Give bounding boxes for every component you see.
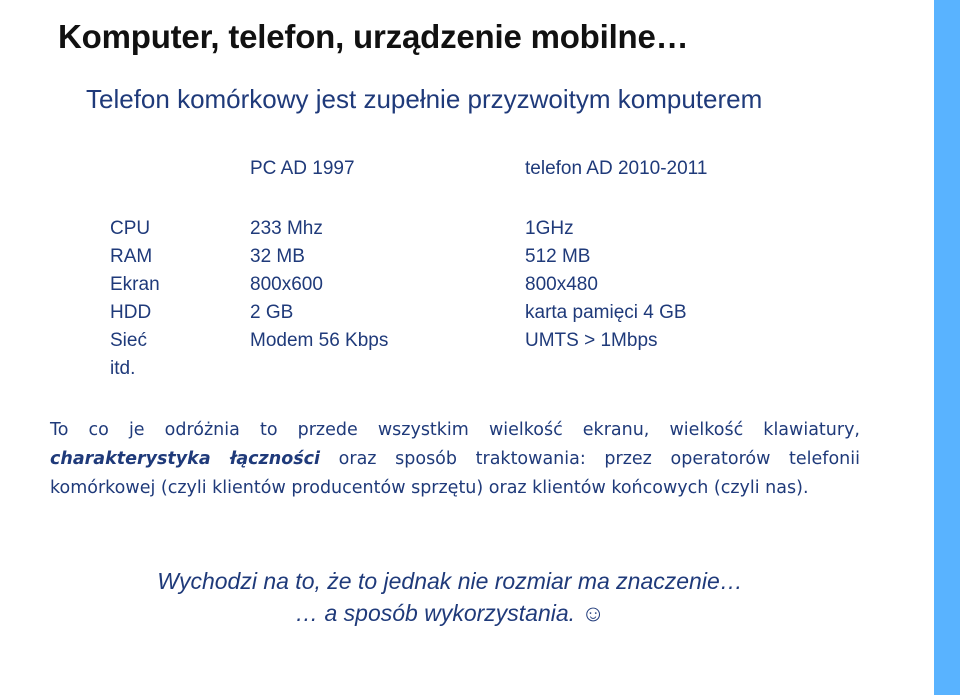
slide-subtitle: Telefon komórkowy jest zupełnie przyzwoitym komputerem [86,84,763,114]
phone-value: UMTS > 1Mbps [525,330,658,351]
conclusion [60,565,840,629]
pc-value: 2 GB [250,302,294,323]
conclusion-line-1: Wychodzi na to, że to jednak nie rozmiar ma znaczenie… [157,568,743,594]
pc-value: 800x600 [250,274,323,295]
phone-value: 512 MB [525,246,591,267]
description-text: To co je odróżnia to przede wszystkim wielkość ekranu, wielkość klawiatury, [50,420,860,440]
accent-bar [934,0,960,695]
pc-value: Modem 56 Kbps [250,330,389,351]
description-emphasis: charakterystyka łączności [50,449,321,469]
pc-value: 233 Mhz [250,218,323,239]
description-text-end: oraz sposób traktowania: przez operatorów telefonii komórkowej (czyli klientów producentów sprzętu) oraz klientów końcowych (czyli nas). [50,449,860,498]
row-label: CPU [110,218,151,239]
row-label: RAM [110,246,153,267]
slide-title: Komputer, telefon, urządzenie mobilne… [58,18,689,55]
pc-value: 32 MB [250,246,305,267]
column-header-phone: telefon AD 2010-2011 [525,158,708,179]
row-label: itd. [110,358,136,379]
row-label: Ekran [110,274,160,295]
phone-value: karta pamięci 4 GB [525,302,687,323]
row-label: HDD [110,302,152,323]
column-header-pc: PC AD 1997 [250,158,355,179]
phone-value: 800x480 [525,274,598,295]
conclusion-line-2: … a sposób wykorzystania. ☺ [295,600,605,626]
description-paragraph [50,416,860,503]
phone-value: 1GHz [525,218,574,239]
row-label: Sieć [110,330,147,351]
